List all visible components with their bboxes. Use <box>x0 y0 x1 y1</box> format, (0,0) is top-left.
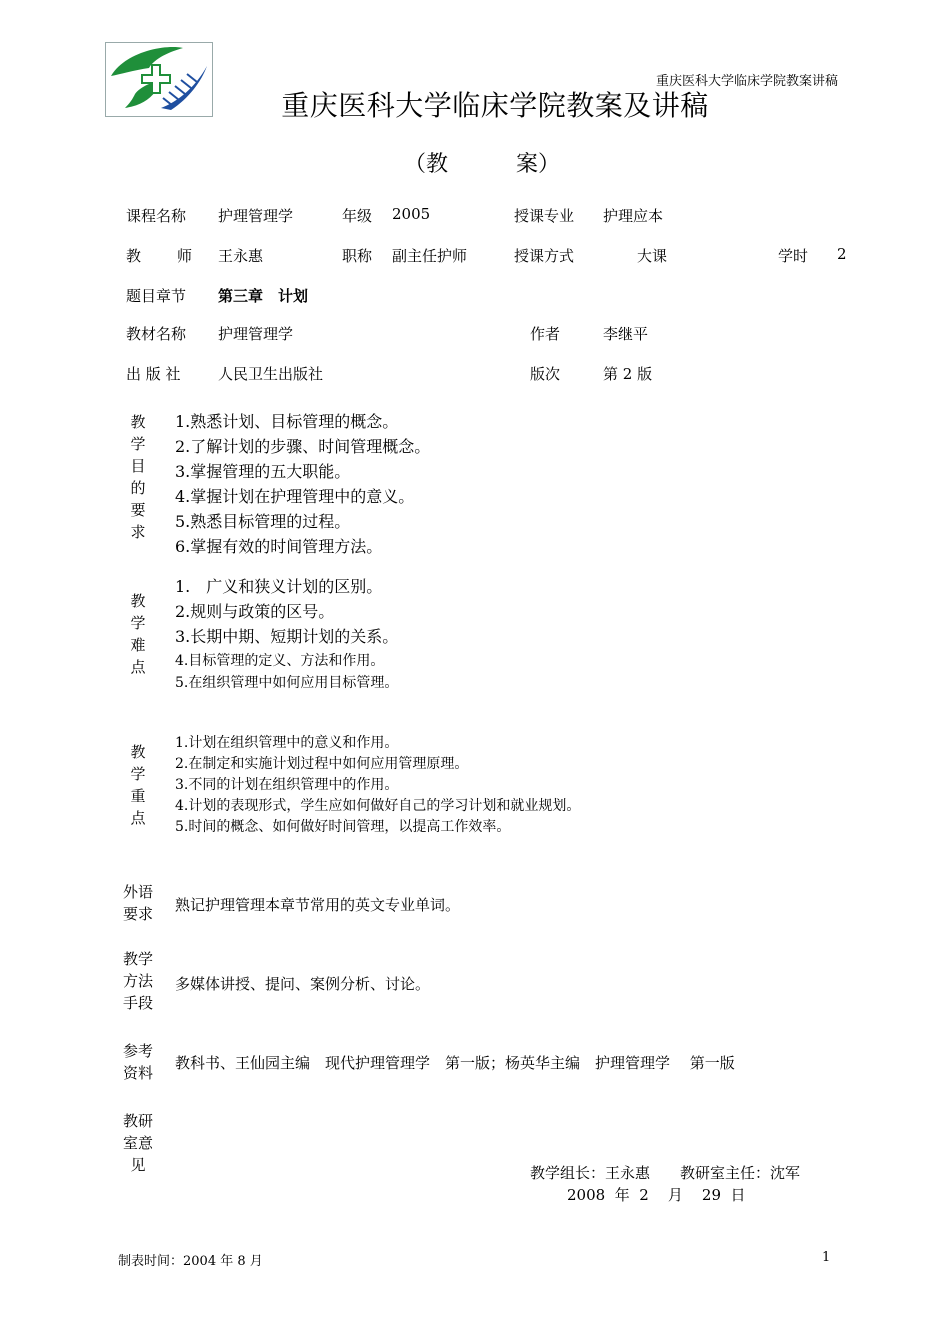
teacher-value: 王永惠 <box>218 247 264 265</box>
key-points-list <box>175 733 580 838</box>
methods-label: 教学 方法 手段 <box>122 950 153 1012</box>
list-item: 4.目标管理的定义、方法和作用。 <box>175 653 385 669</box>
author-label: 作者 <box>530 325 561 343</box>
references-value: 教科书、王仙园主编 现代护理管理学 第一版；杨英华主编 护理管理学 第一版 <box>175 1054 735 1072</box>
list-item: 2.规则与政策的区号。 <box>175 602 335 621</box>
list-item: 1.熟悉计划、目标管理的概念。 <box>175 412 399 431</box>
major-label: 授课专业 <box>514 207 575 225</box>
publisher-label: 出 版 社 <box>126 365 181 383</box>
list-item: 1.计划在组织管理中的意义和作用。 <box>175 735 399 751</box>
grade-label: 年级 <box>342 207 373 225</box>
difficulties-label: 教 学 难 点 <box>130 592 146 676</box>
list-item: 5.在组织管理中如何应用目标管理。 <box>175 675 399 691</box>
key-points-label: 教 学 重 点 <box>130 743 146 827</box>
page-title: 重庆医科大学临床学院教案及讲稿 <box>281 89 709 122</box>
edition-label: 版次 <box>530 365 561 383</box>
foreign-language-label: 外语 要求 <box>122 883 153 923</box>
major-value: 护理应本 <box>603 207 664 225</box>
grade-value: 2005 <box>392 205 431 223</box>
job-title-value: 副主任护师 <box>392 247 468 265</box>
methods-value: 多媒体讲授、提问、案例分析、讨论。 <box>175 975 431 993</box>
page-subtitle <box>404 147 560 178</box>
list-item: 2.了解计划的步骤、时间管理概念。 <box>175 437 431 456</box>
course-name-label: 课程名称 <box>126 207 187 225</box>
list-item: 4.掌握计划在护理管理中的意义。 <box>175 487 415 506</box>
signature-line: 教学组长：王永惠 教研室主任：沈军 <box>530 1164 801 1182</box>
teacher-label-2: 师 <box>177 247 193 265</box>
list-item: 3.掌握管理的五大职能。 <box>175 462 351 481</box>
teacher-label-1: 教 <box>126 247 142 265</box>
publisher-value: 人民卫生出版社 <box>218 365 324 383</box>
footer-made-time: 制表时间：2004 年 8 月 <box>118 1254 263 1269</box>
difficulties-list <box>175 574 398 649</box>
subtitle-close: 案） <box>516 152 561 177</box>
hours-label: 学时 <box>778 247 809 265</box>
list-item: 4.计划的表现形式，学生应如何做好自己的学习计划和就业规划。 <box>175 798 581 814</box>
list-item: 3.不同的计划在组织管理中的作用。 <box>175 777 399 793</box>
list-item: 3.长期中期、短期计划的关系。 <box>175 627 399 646</box>
objectives-label: 教 学 目 的 要 求 <box>130 413 146 541</box>
difficulties-list-small <box>175 650 398 694</box>
page-number: 1 <box>822 1250 831 1265</box>
edition-value: 第 2 版 <box>603 365 653 383</box>
foreign-language-value: 熟记护理管理本章节常用的英文专业单词。 <box>175 896 461 914</box>
running-header: 重庆医科大学临床学院教案讲稿 <box>655 74 838 89</box>
list-item: 1. 广义和狭义计划的区别。 <box>175 577 383 596</box>
office-opinion-label: 教研 室意 见 <box>122 1112 153 1174</box>
objectives-list <box>175 409 430 559</box>
list-item: 5.时间的概念、如何做好时间管理，以提高工作效率。 <box>175 819 511 835</box>
course-name-value: 护理管理学 <box>218 207 294 225</box>
hours-value: 2 <box>837 245 847 263</box>
subtitle-open: （教 <box>404 152 449 177</box>
list-item: 2.在制定和实施计划过程中如何应用管理原理。 <box>175 756 469 772</box>
author-value: 李继平 <box>603 325 649 343</box>
job-title-label: 职称 <box>342 247 373 265</box>
list-item: 6.掌握有效的时间管理方法。 <box>175 537 383 556</box>
chapter-label: 题目章节 <box>126 287 187 305</box>
teaching-mode-value: 大课 <box>637 247 668 265</box>
list-item: 5.熟悉目标管理的过程。 <box>175 512 351 531</box>
references-label: 参考 资料 <box>122 1042 153 1082</box>
textbook-value: 护理管理学 <box>218 325 294 343</box>
textbook-label: 教材名称 <box>126 325 187 343</box>
teaching-mode-label: 授课方式 <box>514 247 575 265</box>
signature-date: 2008 年 2 月 29 日 <box>567 1186 746 1204</box>
chapter-value: 第三章 计划 <box>218 287 309 305</box>
